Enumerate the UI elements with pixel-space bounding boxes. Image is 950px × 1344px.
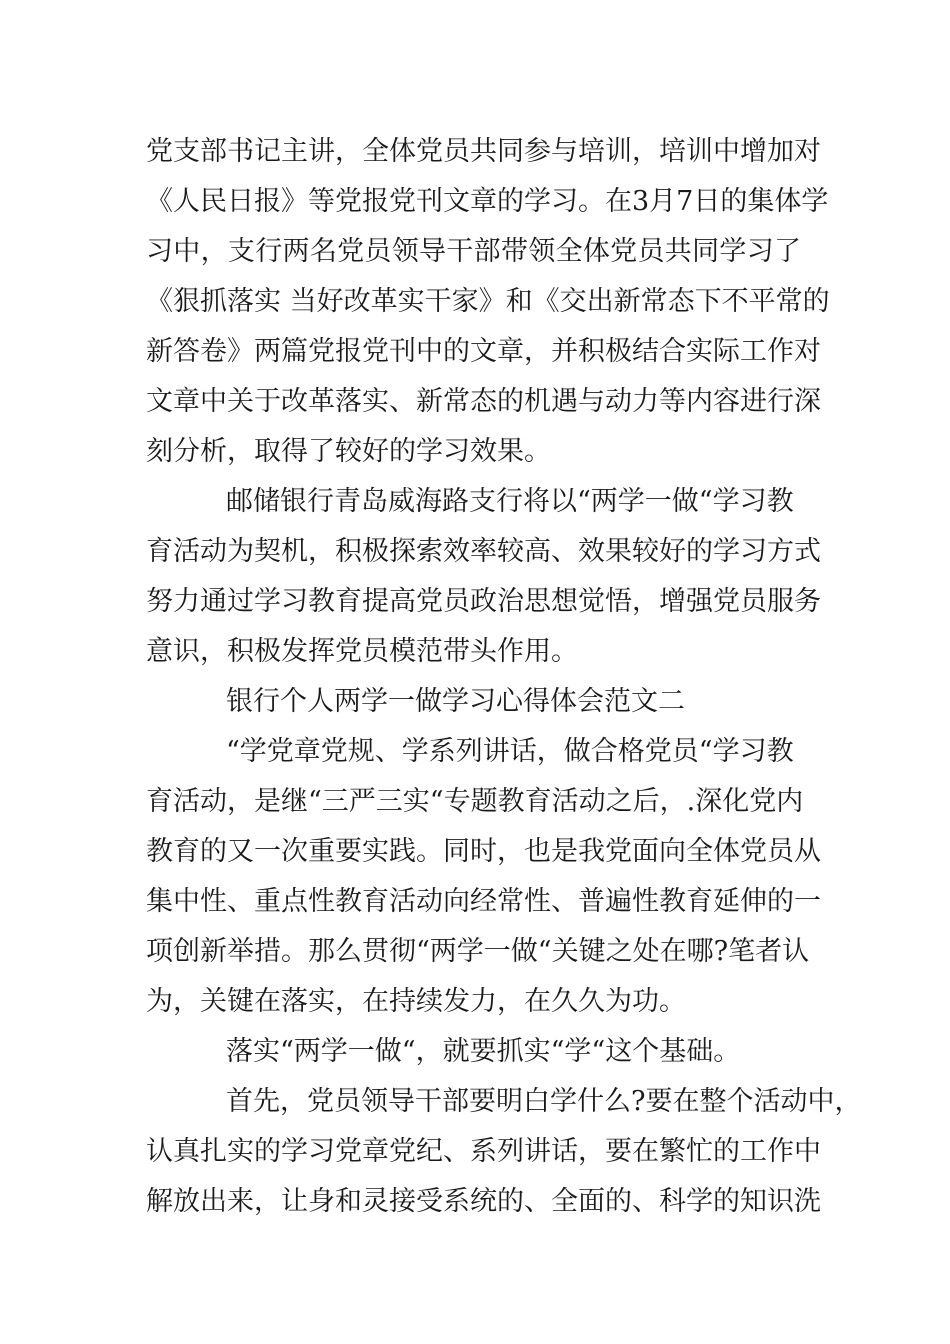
- text-line: 党支部书记主讲，全体党员共同参与培训，培训中增加对: [146, 136, 821, 167]
- text-line: 努力通过学习教育提高党员政治思想觉悟，增强党员服务: [146, 586, 821, 617]
- paragraph-start-line: 邮储银行青岛威海路支行将以“两学一做“学习教: [226, 486, 794, 517]
- text-line: 《狠抓落实 当好改革实干家》和《交出新常态下不平常的: [146, 286, 830, 317]
- text-line: 为，关键在落实，在持续发力，在久久为功。: [146, 986, 686, 1017]
- text-line: 育活动，是继“三严三实“专题教育活动之后，.深化党内: [146, 786, 804, 817]
- text-line: 集中性、重点性教育活动向经常性、普遍性教育延伸的一: [146, 886, 821, 917]
- text-line: 新答卷》两篇党报党刊中的文章，并积极结合实际工作对: [146, 336, 821, 367]
- text-line: 育活动为契机，积极探索效率较高、效果较好的学习方式: [146, 536, 821, 567]
- text-line: 刻分析，取得了较好的学习效果。: [146, 436, 551, 467]
- paragraph-start-line: 首先，党员领导干部要明白学什么?要在整个活动中，: [226, 1086, 862, 1117]
- paragraph-start-line: “学党章党规、学系列讲话，做合格党员“学习教: [226, 736, 794, 767]
- text-line: 《人民日报》等党报党刊文章的学习。在3月7日的集体学: [146, 186, 829, 217]
- text-line: 项创新举措。那么贯彻“两学一做“关键之处在哪?笔者认: [146, 936, 810, 967]
- text-line: 教育的又一次重要实践。同时，也是我党面向全体党员从: [146, 836, 821, 867]
- text-line: 习中，支行两名党员领导干部带领全体党员共同学习了: [146, 236, 801, 267]
- section-heading: 银行个人两学一做学习心得体会范文二: [226, 686, 685, 717]
- text-line: 解放出来，让身和灵接受系统的、全面的、科学的知识洗: [146, 1186, 821, 1217]
- text-line: 认真扎实的学习党章党纪、系列讲话，要在繁忙的工作中: [146, 1136, 821, 1167]
- paragraph-start-line: 落实“两学一做“，就要抓实“学“这个基础。: [226, 1036, 741, 1067]
- text-line: 文章中关于改革落实、新常态的机遇与动力等内容进行深: [146, 386, 821, 417]
- text-line: 意识，积极发挥党员模范带头作用。: [146, 636, 578, 667]
